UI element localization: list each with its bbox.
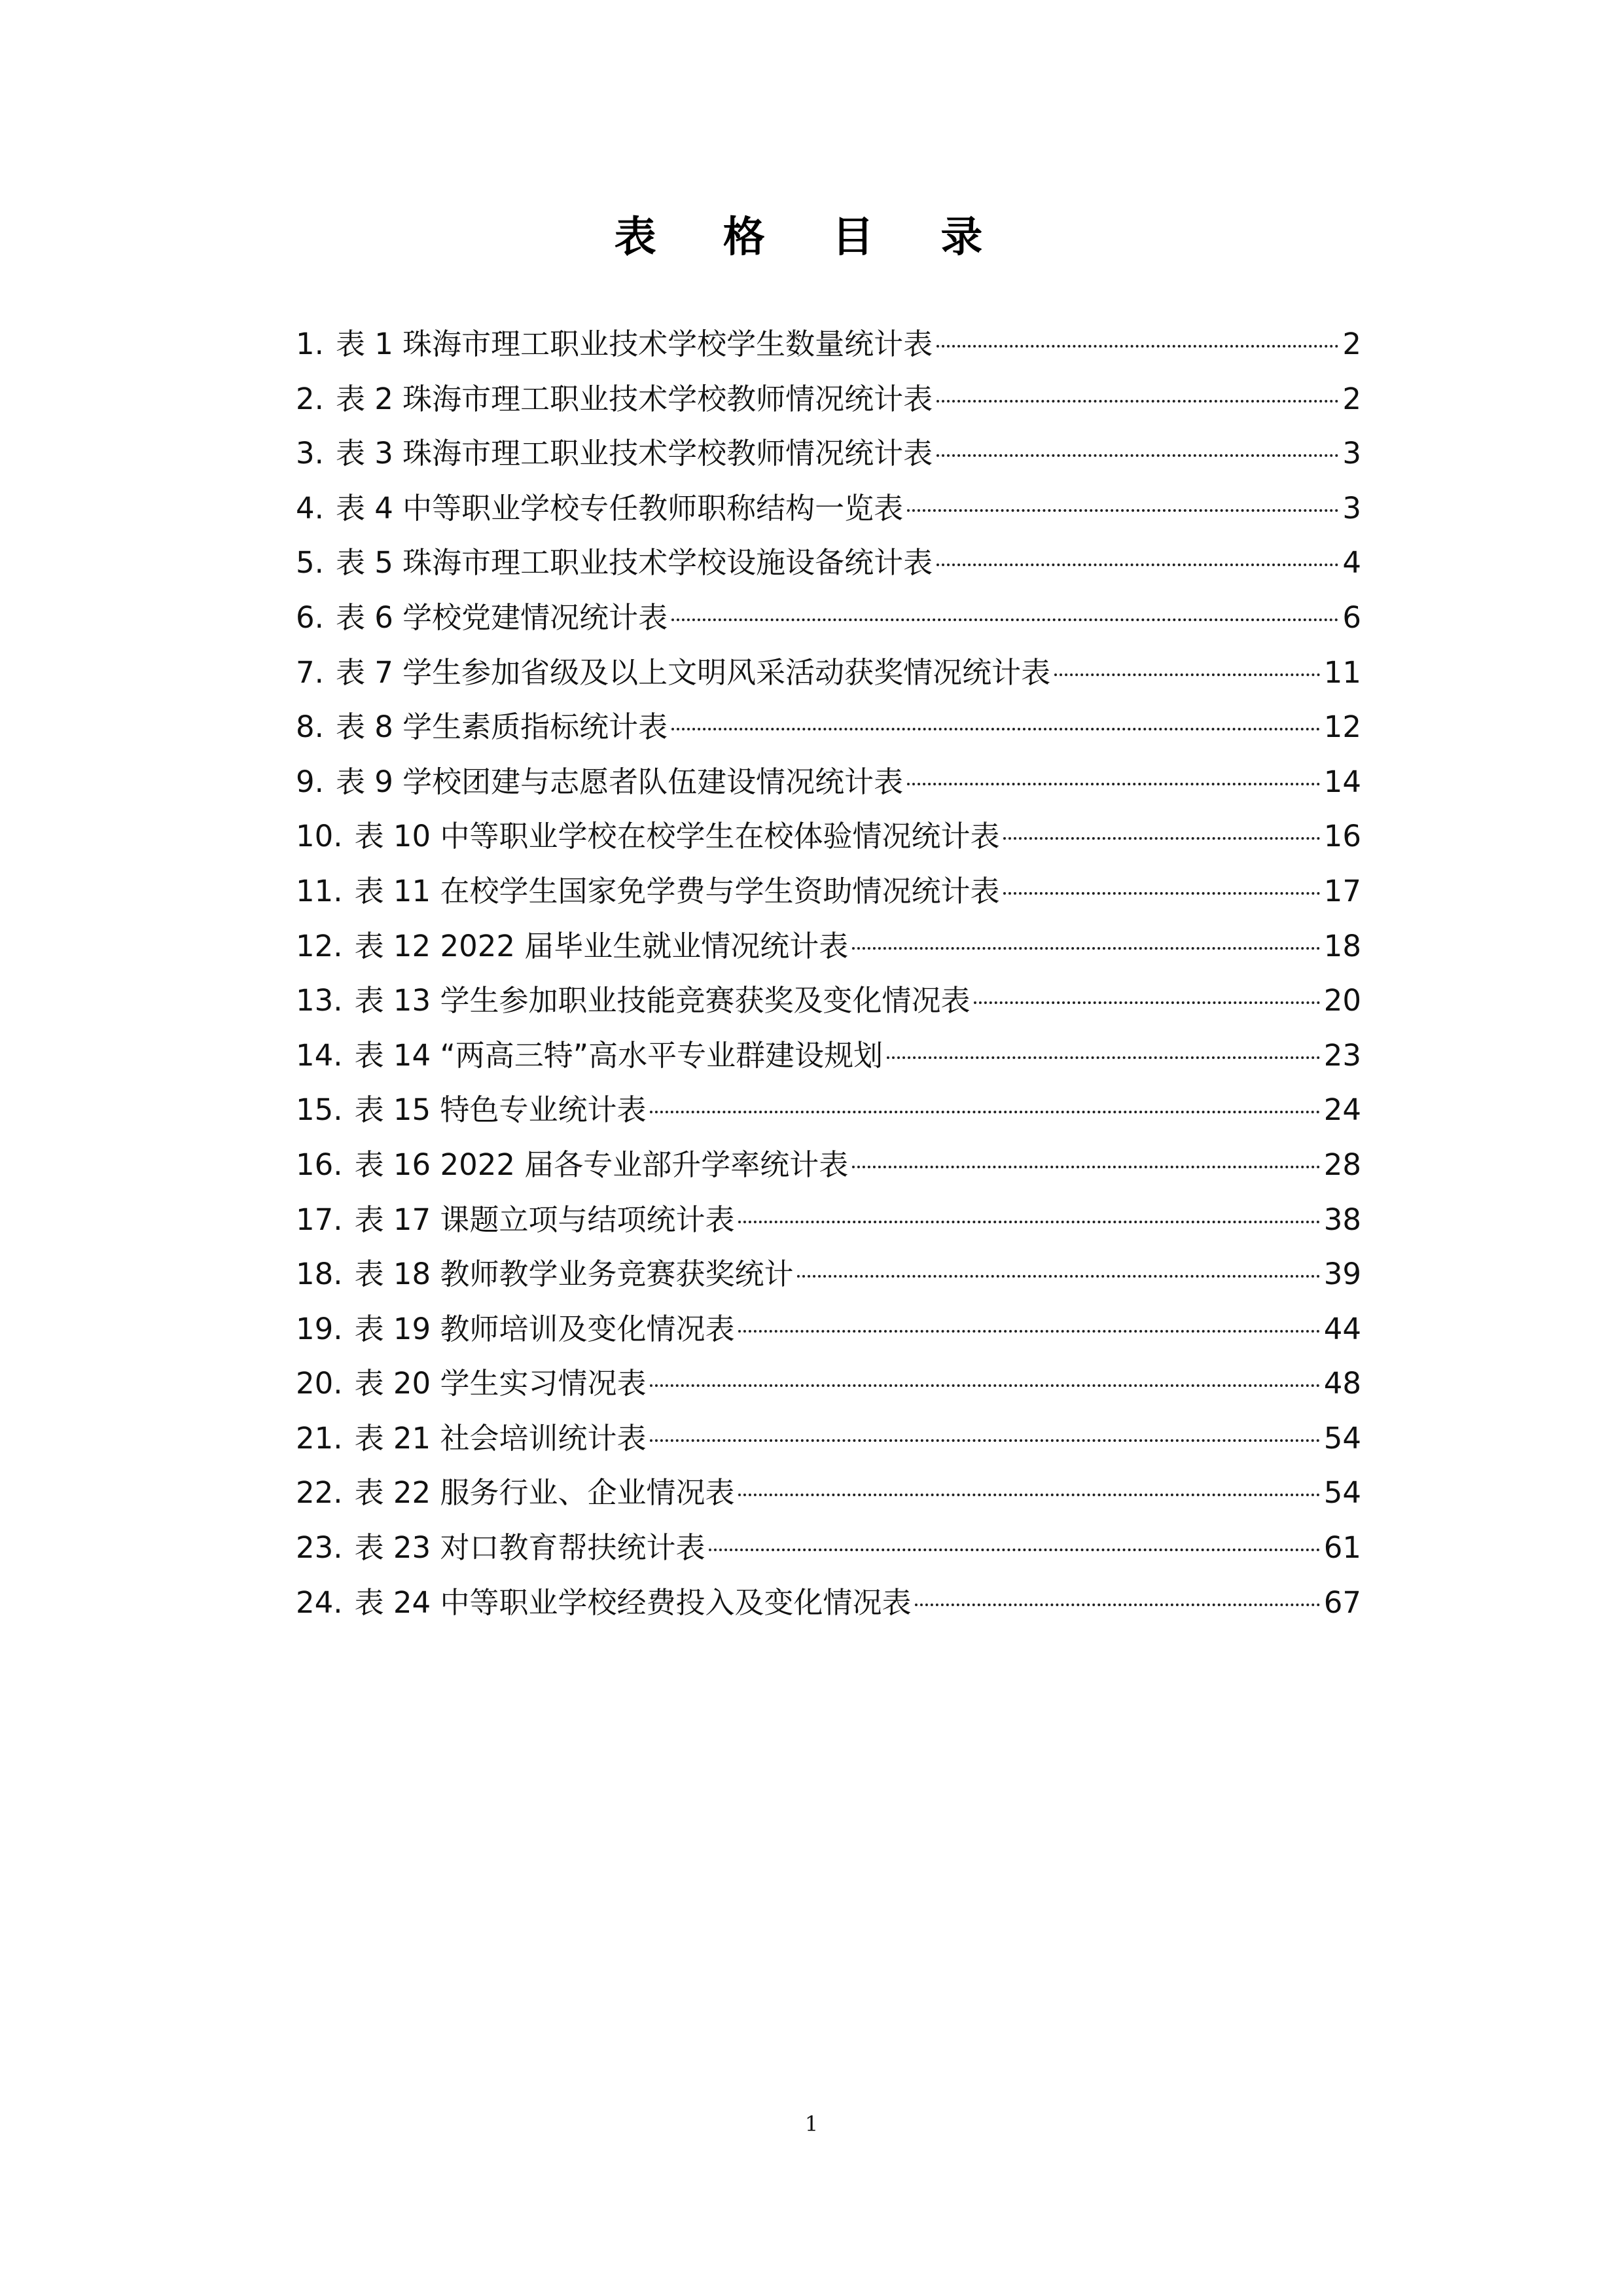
toc-entry-page: 23 bbox=[1323, 1037, 1361, 1073]
toc-entry-number: 15. bbox=[296, 1092, 343, 1128]
toc-entry-number: 10. bbox=[296, 819, 343, 854]
toc-entry-page: 28 bbox=[1323, 1147, 1361, 1182]
toc-entry-label[interactable]: 表 23 对口教育帮扶统计表 bbox=[354, 1530, 705, 1566]
toc-dot-leader bbox=[797, 1275, 1319, 1278]
toc-dot-leader bbox=[936, 564, 1338, 566]
toc-entry-label[interactable]: 表 9 学校团建与志愿者队伍建设情况统计表 bbox=[335, 764, 904, 799]
toc-entry-label[interactable]: 表 16 2022 届各专业部升学率统计表 bbox=[354, 1147, 849, 1182]
toc-dot-leader bbox=[907, 509, 1338, 512]
toc-entry-label[interactable]: 表 20 学生实习情况表 bbox=[354, 1366, 647, 1401]
toc-entry-page: 54 bbox=[1323, 1475, 1361, 1511]
toc-entry-number: 23. bbox=[296, 1530, 343, 1566]
toc-entry-number: 13. bbox=[296, 983, 343, 1018]
toc-entry[interactable] bbox=[296, 535, 1361, 590]
toc-entry-label[interactable]: 表 4 中等职业学校专任教师职称结构一览表 bbox=[335, 490, 904, 526]
toc-entry-label[interactable]: 表 15 特色专业统计表 bbox=[354, 1092, 647, 1128]
toc-entry-number: 7. bbox=[296, 655, 324, 690]
toc-entry-label[interactable]: 表 13 学生参加职业技能竞赛获奖及变化情况表 bbox=[354, 983, 971, 1018]
page-title: 表 格 目 录 bbox=[614, 213, 1009, 262]
toc-entry-page: 61 bbox=[1323, 1530, 1361, 1566]
toc-entry-page: 24 bbox=[1323, 1092, 1361, 1128]
page-number: 1 bbox=[804, 2111, 819, 2136]
toc-entry-label[interactable]: 表 1 珠海市理工职业技术学校学生数量统计表 bbox=[335, 327, 933, 361]
toc-entry-number: 21. bbox=[296, 1420, 343, 1456]
toc-entry-number: 9. bbox=[296, 764, 324, 799]
toc-entry-number: 24. bbox=[296, 1585, 343, 1620]
toc-entry-label[interactable]: 表 11 在校学生国家免学费与学生资助情况统计表 bbox=[354, 873, 1000, 908]
toc-entry-label[interactable]: 表 17 课题立项与结项统计表 bbox=[354, 1202, 735, 1237]
toc-dot-leader bbox=[671, 619, 1338, 621]
toc-entry-page: 6 bbox=[1342, 600, 1361, 635]
toc-entry[interactable] bbox=[296, 864, 1361, 919]
toc-entry-label[interactable]: 表 10 中等职业学校在校学生在校体验情况统计表 bbox=[354, 819, 1000, 854]
toc-entry[interactable] bbox=[296, 700, 1361, 755]
toc-entry-page: 14 bbox=[1323, 764, 1361, 799]
toc-entry-page: 12 bbox=[1323, 709, 1361, 745]
toc-entry-number: 4. bbox=[296, 490, 324, 526]
toc-entry-page: 38 bbox=[1323, 1202, 1361, 1237]
toc-dot-leader bbox=[709, 1549, 1319, 1551]
toc-entry-page: 44 bbox=[1323, 1311, 1361, 1346]
toc-entry-label[interactable]: 表 6 学校党建情况统计表 bbox=[335, 600, 668, 635]
toc-entry-label[interactable]: 表 2 珠海市理工职业技术学校教师情况统计表 bbox=[335, 381, 933, 416]
toc-entry[interactable] bbox=[296, 1411, 1361, 1466]
toc-entry[interactable] bbox=[296, 1028, 1361, 1083]
toc-entry[interactable] bbox=[296, 1247, 1361, 1302]
toc-entry-label[interactable]: 表 14 “两高三特”高水平专业群建设规划 bbox=[354, 1037, 883, 1073]
toc-entry-page: 39 bbox=[1323, 1257, 1361, 1292]
toc-entry-label[interactable]: 表 22 服务行业、企业情况表 bbox=[354, 1475, 735, 1511]
toc-entry-number: 14. bbox=[296, 1037, 343, 1073]
toc-entry-page: 18 bbox=[1323, 928, 1361, 963]
toc-entry-number: 12. bbox=[296, 928, 343, 963]
toc-entry-page: 2 bbox=[1342, 381, 1361, 416]
toc-entry-label[interactable]: 表 3 珠海市理工职业技术学校教师情况统计表 bbox=[335, 436, 933, 471]
toc-entry[interactable] bbox=[296, 973, 1361, 1028]
toc-entry[interactable] bbox=[296, 809, 1361, 864]
toc-dot-leader bbox=[974, 1001, 1319, 1004]
toc-entry-page: 48 bbox=[1323, 1366, 1361, 1401]
toc-entry-number: 17. bbox=[296, 1202, 343, 1237]
toc-entry-number: 3. bbox=[296, 436, 324, 471]
toc-entry-number: 2. bbox=[296, 381, 324, 416]
toc-entry-page: 11 bbox=[1323, 655, 1361, 690]
toc-dot-leader bbox=[671, 728, 1320, 730]
toc-entry[interactable] bbox=[296, 1356, 1361, 1411]
toc-dot-leader bbox=[738, 1330, 1319, 1333]
toc-dot-leader bbox=[907, 783, 1320, 785]
toc-entry-page: 20 bbox=[1323, 983, 1361, 1018]
toc-entry[interactable] bbox=[296, 755, 1361, 810]
toc-entry[interactable] bbox=[296, 317, 1361, 372]
toc-entry-label[interactable]: 表 18 教师教学业务竞赛获奖统计 bbox=[354, 1257, 794, 1292]
toc-entry-page: 3 bbox=[1342, 490, 1361, 526]
toc-dot-leader bbox=[650, 1439, 1319, 1442]
toc-entry-number: 11. bbox=[296, 873, 343, 908]
toc-entry-page: 4 bbox=[1342, 545, 1361, 581]
toc-entry-number: 19. bbox=[296, 1311, 343, 1346]
toc-entry-number: 6. bbox=[296, 600, 324, 635]
toc-entry-number: 22. bbox=[296, 1475, 343, 1511]
toc-entry-page: 67 bbox=[1323, 1585, 1361, 1620]
toc-entry[interactable] bbox=[296, 1083, 1361, 1138]
toc-entry-number: 1. bbox=[296, 327, 324, 361]
toc-entry[interactable] bbox=[296, 1193, 1361, 1247]
toc-dot-leader bbox=[852, 1166, 1319, 1168]
toc-entry[interactable] bbox=[296, 1465, 1361, 1520]
toc-dot-leader bbox=[650, 1111, 1319, 1113]
toc-entry-number: 16. bbox=[296, 1147, 343, 1182]
table-of-contents bbox=[296, 317, 1361, 1630]
toc-entry[interactable] bbox=[296, 372, 1361, 427]
toc-entry-label[interactable]: 表 24 中等职业学校经费投入及变化情况表 bbox=[354, 1585, 912, 1620]
toc-entry[interactable] bbox=[296, 1575, 1361, 1630]
toc-entry[interactable] bbox=[296, 590, 1361, 645]
toc-dot-leader bbox=[738, 1494, 1319, 1496]
toc-dot-leader bbox=[1054, 673, 1320, 676]
toc-dot-leader bbox=[936, 400, 1338, 403]
toc-entry-label[interactable]: 表 5 珠海市理工职业技术学校设施设备统计表 bbox=[335, 545, 933, 581]
toc-entry-label[interactable]: 表 7 学生参加省级及以上文明风采活动获奖情况统计表 bbox=[335, 655, 1051, 690]
toc-dot-leader bbox=[738, 1221, 1319, 1223]
toc-entry[interactable] bbox=[296, 919, 1361, 974]
toc-entry[interactable] bbox=[296, 1520, 1361, 1575]
toc-entry-number: 5. bbox=[296, 545, 324, 581]
toc-dot-leader bbox=[936, 345, 1338, 348]
toc-entry[interactable] bbox=[296, 426, 1361, 481]
toc-dot-leader bbox=[936, 454, 1338, 457]
toc-dot-leader bbox=[887, 1056, 1320, 1059]
toc-entry-label[interactable]: 表 12 2022 届毕业生就业情况统计表 bbox=[354, 928, 849, 963]
toc-entry-label[interactable]: 表 21 社会培训统计表 bbox=[354, 1420, 647, 1456]
toc-dot-leader bbox=[915, 1604, 1319, 1606]
toc-entry-number: 20. bbox=[296, 1366, 343, 1401]
toc-dot-leader bbox=[852, 947, 1319, 950]
toc-entry-page: 2 bbox=[1342, 327, 1361, 361]
toc-entry-label[interactable]: 表 19 教师培训及变化情况表 bbox=[354, 1311, 735, 1346]
toc-dot-leader bbox=[1003, 892, 1319, 895]
toc-dot-leader bbox=[650, 1384, 1319, 1387]
toc-entry-page: 17 bbox=[1323, 873, 1361, 908]
toc-entry-page: 54 bbox=[1323, 1420, 1361, 1456]
toc-entry-number: 18. bbox=[296, 1257, 343, 1292]
toc-entry[interactable] bbox=[296, 645, 1361, 700]
toc-dot-leader bbox=[1003, 837, 1319, 840]
toc-entry-page: 16 bbox=[1323, 819, 1361, 854]
toc-entry-page: 3 bbox=[1342, 436, 1361, 471]
toc-entry[interactable] bbox=[296, 481, 1361, 536]
toc-entry[interactable] bbox=[296, 1302, 1361, 1357]
toc-entry[interactable] bbox=[296, 1138, 1361, 1193]
toc-entry-label[interactable]: 表 8 学生素质指标统计表 bbox=[335, 709, 668, 745]
toc-entry-number: 8. bbox=[296, 709, 324, 745]
